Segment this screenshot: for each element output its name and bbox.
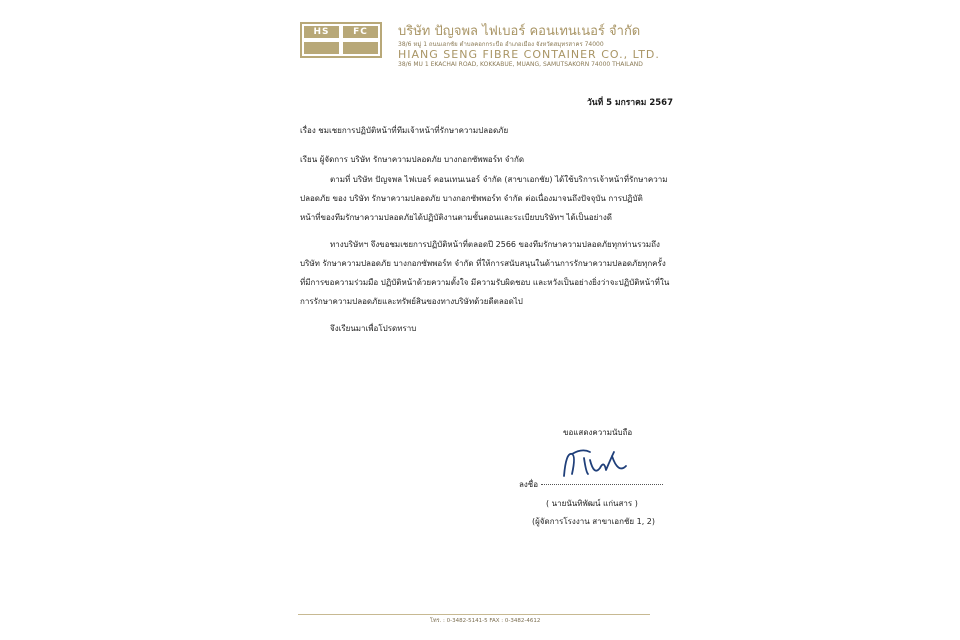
closing-line: จึงเรียนมาเพื่อโปรดทราบ [330,324,417,333]
handwritten-signature [560,446,630,482]
company-name-thai: บริษัท ปัญจพล ไฟเบอร์ คอนเทนเนอร์ จำกัด [398,24,641,39]
company-name-english: HIANG SENG FIBRE CONTAINER CO., LTD. [398,48,660,61]
footer-divider [298,614,650,615]
signature-label: ลงชื่อ [519,480,539,489]
company-address-thai: 38/6 หมู่ 1 ถนนเอกชัย ตำบลคอกกระบือ อำเภอเมือง จังหวัดสมุทรสาคร 74000 [398,41,604,48]
regards-text: ขอแสดงความนับถือ [563,428,633,437]
signatory-position: (ผู้จัดการโรงงาน สาขาเอกชัย 1, 2) [532,517,655,526]
paragraph1-line: หน้าที่ของทีมรักษาความปลอดภัยได้ปฏิบัติงานตามขั้นตอนและระเบียบบริษัทฯ ได้เป็นอย่างดี [300,213,612,222]
logo-mark-fc: FC [343,26,378,38]
logo-mark-fill-2 [343,42,378,54]
footer-contact: โทร. : 0-3482-5141-5 FAX : 0-3482-4612 [430,618,541,624]
signature-dotted-line [541,484,663,485]
paragraph1-line: ตามที่ บริษัท ปัญจพล ไฟเบอร์ คอนเทนเนอร์ จำกัด (สาขาเอกชัย) ได้ใช้บริการเจ้าหน้าที่รักษาความ [330,175,668,184]
letter-subject: เรื่อง ชมเชยการปฏิบัติหน้าที่ทีมเจ้าหน้าที่รักษาความปลอดภัย [300,126,509,135]
logo-mark-hs: HS [304,26,339,38]
letter-date: วันที่ 5 มกราคม 2567 [587,98,674,108]
paragraph2-line: ที่มีการขอความร่วมมือ ปฏิบัติหน้าด้วยความตั้งใจ มีความรับผิดชอบ และหวังเป็นอย่างยิ่งว่าจะปฏิบัติหน้าที่ใน [300,278,670,287]
paragraph2-line: บริษัท รักษาความปลอดภัย บางกอกซัพพอร์ท จำกัด ที่ให้การสนับสนุนในด้านการรักษาความปลอดภัยทุกครั้ง [300,259,666,268]
paragraph2-line: ทางบริษัทฯ จึงขอชมเชยการปฏิบัติหน้าที่ตลอดปี 2566 ของทีมรักษาความปลอดภัยทุกท่านรวมถึง [330,240,660,249]
logo-mark-fill-1 [304,42,339,54]
letter-recipient: เรียน ผู้จัดการ บริษัท รักษาความปลอดภัย บางกอกซัพพอร์ท จำกัด [300,155,525,164]
company-logo [300,22,382,58]
company-address-english: 38/6 MU 1 EKACHAI ROAD, KOKKABUE, MUANG, SAMUTSAKORN 74000 THAILAND [398,61,643,68]
paragraph2-line: การรักษาความปลอดภัยและทรัพย์สินของทางบริษัทด้วยดีตลอดไป [300,297,523,306]
paragraph1-line: ปลอดภัย ของ บริษัท รักษาความปลอดภัย บางกอกซัพพอร์ท จำกัด ต่อเนื่องมาจนถึงปัจจุบัน การปฏิบัติ [300,194,643,203]
signatory-name: ( นายนันทิพัฒน์ แก่นสาร ) [546,499,638,508]
